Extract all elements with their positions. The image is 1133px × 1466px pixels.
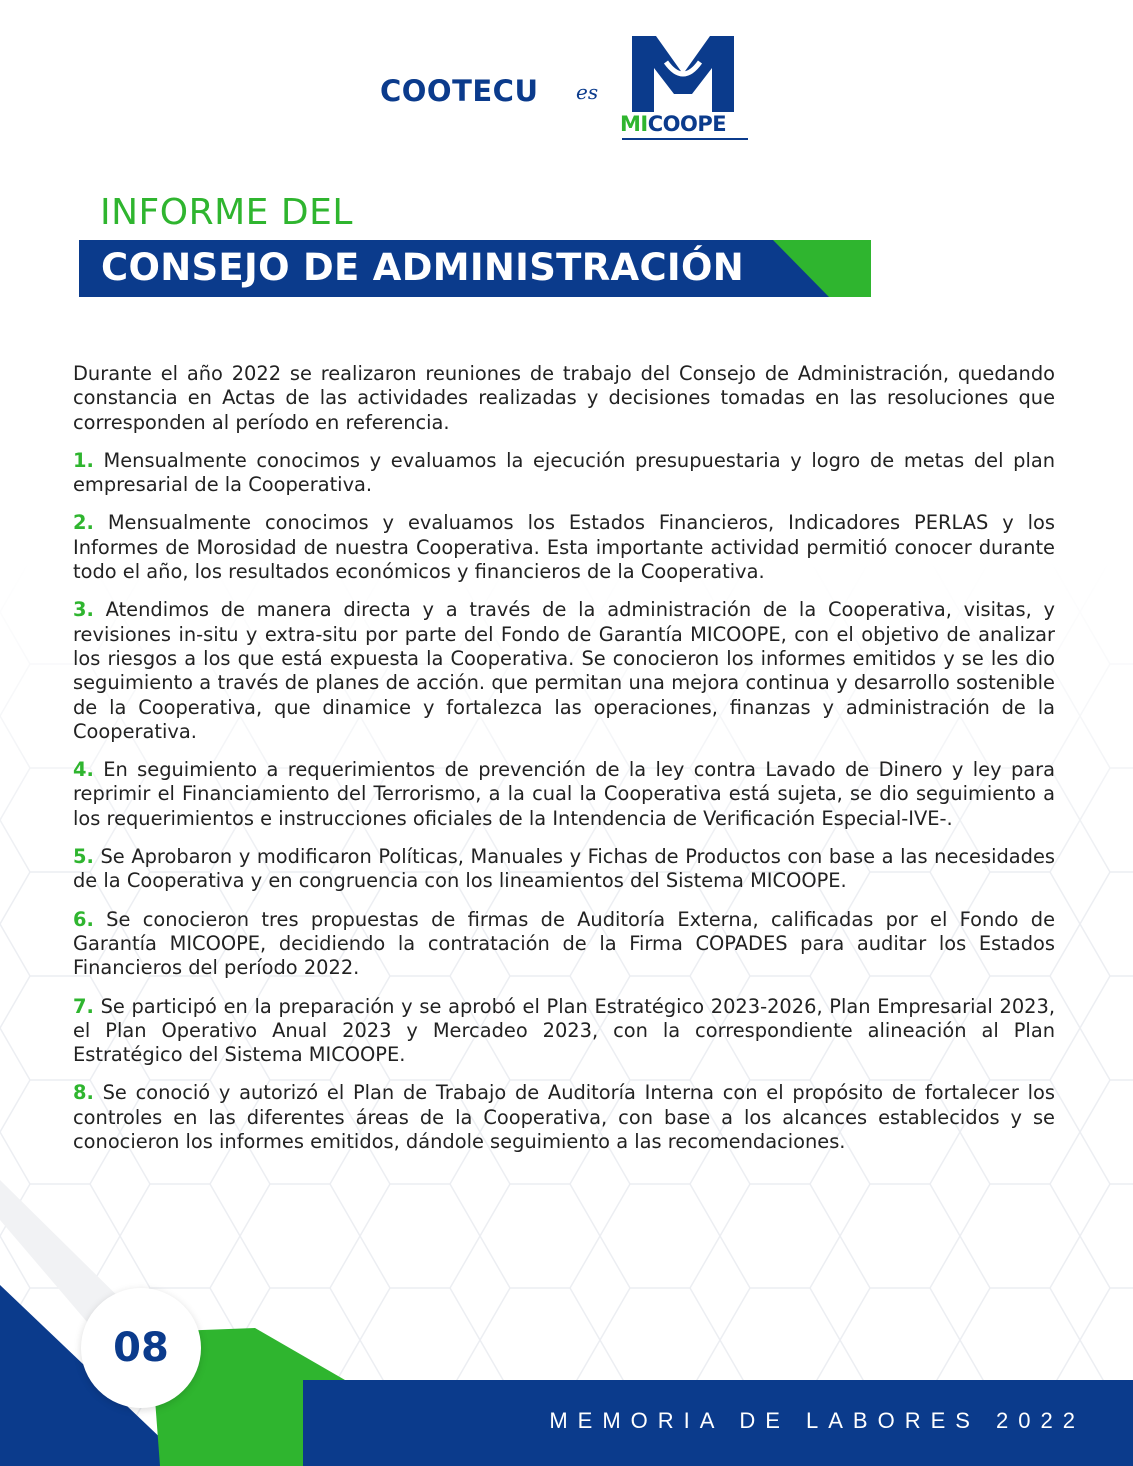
page-number-badge <box>81 1288 201 1408</box>
item-text: Mensualmente conocimos y evaluamos los Estados Financieros, Indicadores PERLAS y los Informes de Morosidad de nuestra Cooperativa. Esta importante actividad permitió conocer durante todo el año, los resultados económicos y financieros de la Cooperativa. <box>73 511 1055 584</box>
list-item <box>73 598 1055 744</box>
item-text: Se conoció y autorizó el Plan de Trabajo de Auditoría Interna con el propósito de fortalecer los controles en las diferentes áreas de la Cooperativa, con base a los alcances establecidos y se conocieron los informes emitidos, dándole seguimiento a las recomendaciones. <box>73 1081 1055 1154</box>
item-text: Atendimos de manera directa y a través de la administración de la Cooperativa, visitas, y revisiones in-situ y extra-situ por parte del Fondo de Garantía MICOOPE, con el objetivo de analizar los riesgos a los que está expuesta la Cooperativa. Se conocieron los informes emitidos y se les dio seguimiento a través de planes de acción. que permitan una mejora continua y desarrollo sostenible de la Cooperativa, que dinamice y fortalezca las operaciones, finanzas y administración de la Cooperativa. <box>73 598 1056 743</box>
list-item <box>73 758 1055 831</box>
list-item <box>73 1081 1055 1154</box>
page-number: 08 <box>113 1325 169 1371</box>
logo-underline <box>622 138 748 140</box>
item-text: Se participó en la preparación y se aprobó el Plan Estratégico 2023-2026, Plan Empresarial 2023, el Plan Operativo Anual 2023 y Mercadeo 2023, con la correspondiente alineación al Plan Estratégico del Sistema MICOOPE. <box>73 994 1055 1067</box>
cootecu-brand-text: COOTECU <box>380 74 539 108</box>
micoope-logo-text: MICOOPE <box>620 112 727 136</box>
brand-connector-text: es <box>576 80 599 104</box>
title-banner <box>79 240 871 297</box>
item-number: 4. <box>73 758 94 782</box>
item-number: 2. <box>73 511 94 535</box>
list-item <box>73 845 1055 894</box>
item-number: 8. <box>73 1081 94 1105</box>
item-number: 3. <box>73 598 94 622</box>
item-text: En seguimiento a requerimientos de prevención de la ley contra Lavado de Dinero y ley para reprimir el Financiamiento del Terrorismo, a la cual la Cooperativa está sujeta, se dio seguimiento a los requerimientos e instrucciones oficiales de la Intendencia de Verificación Especial-IVE-. <box>73 758 1055 830</box>
item-number: 1. <box>73 448 94 472</box>
page-title: CONSEJO DE ADMINISTRACIÓN <box>101 246 744 289</box>
item-text: Mensualmente conocimos y evaluamos la ejecución presupuestaria y logro de metas del plan empresarial de la Cooperativa. <box>73 448 1056 497</box>
list-item <box>73 449 1055 498</box>
footer-label: MEMORIA DE LABORES 2022 <box>549 1408 1085 1433</box>
micoope-logo-icon <box>626 34 740 114</box>
report-body <box>73 362 1055 1168</box>
list-item <box>73 511 1055 584</box>
list-item <box>73 908 1055 981</box>
title-line-1: INFORME DEL <box>100 192 353 233</box>
intro-paragraph: Durante el año 2022 se realizaron reuniones de trabajo del Consejo de Administración, quedando constancia en Actas de las actividades realizadas y decisiones tomadas en las resoluciones que corresponden al período en referencia. <box>73 362 1055 434</box>
item-number: 6. <box>73 907 94 931</box>
item-text: Se conocieron tres propuestas de firmas de Auditoría Externa, calificadas por el Fondo de Garantía MICOOPE, decidiendo la contratación de la Firma COPADES para auditar los Estados Financieros del período 2022. <box>73 907 1056 980</box>
item-number: 7. <box>73 994 94 1018</box>
item-text: Se Aprobaron y modificaron Políticas, Manuales y Fichas de Productos con base a las necesidades de la Cooperativa y en congruencia con los lineamientos del Sistema MICOOPE. <box>73 845 1055 893</box>
list-item <box>73 995 1055 1068</box>
item-number: 5. <box>73 845 94 869</box>
